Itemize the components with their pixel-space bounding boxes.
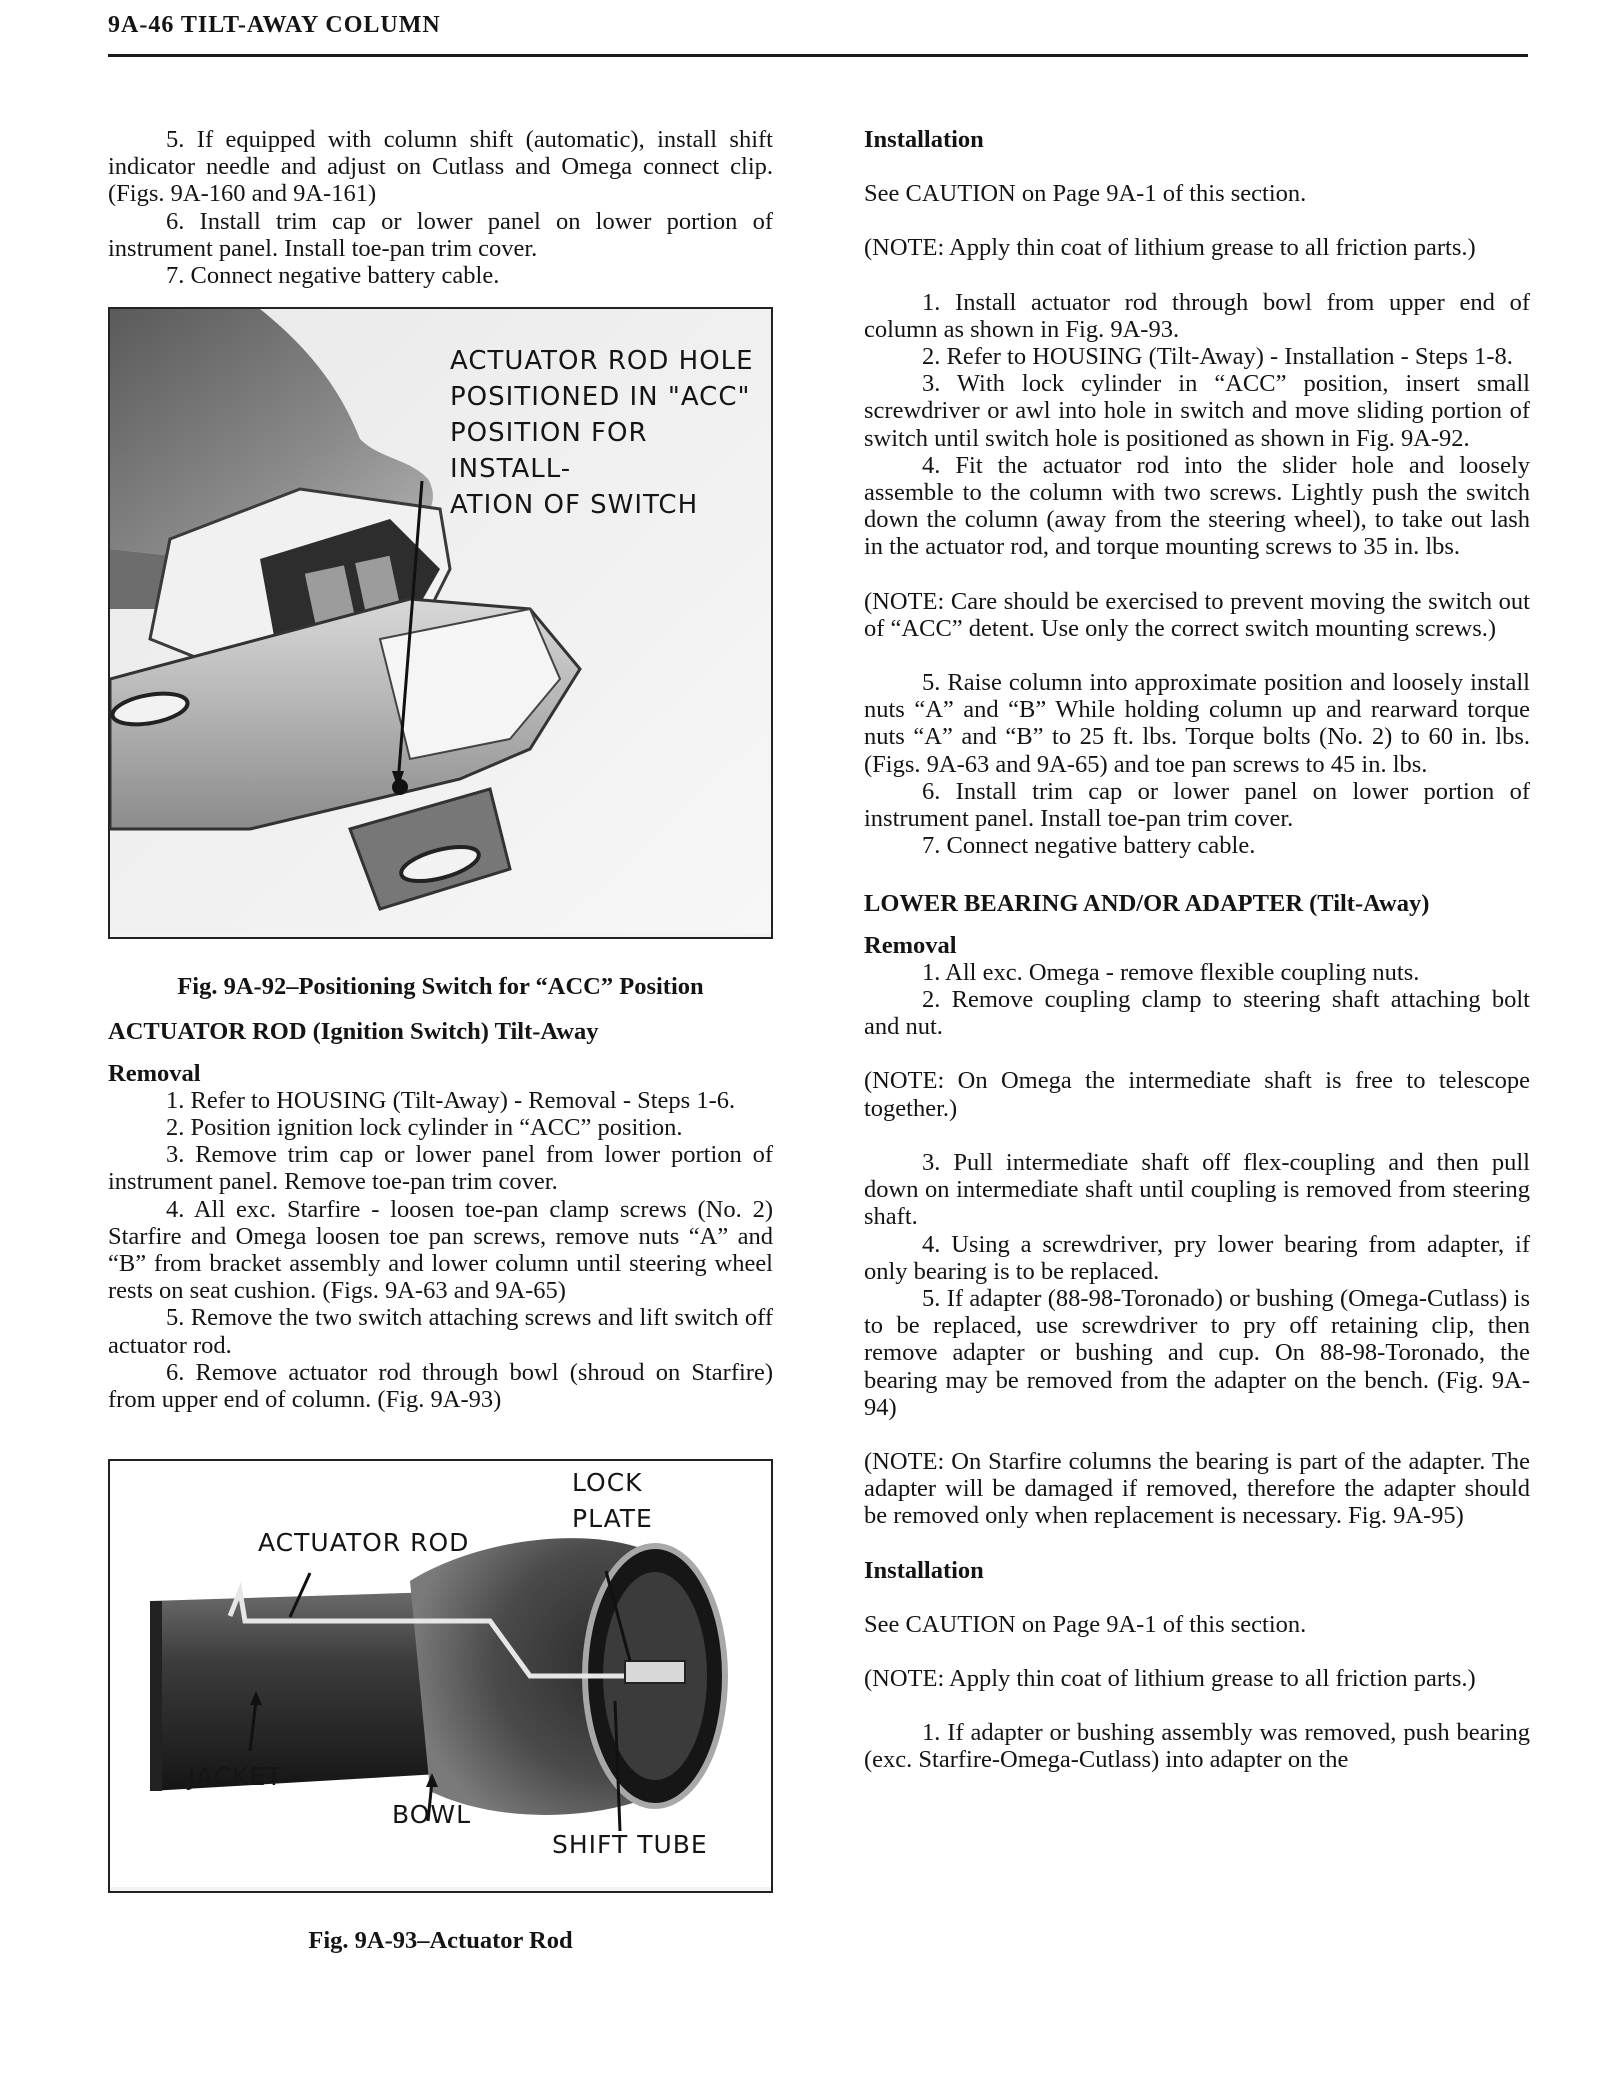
right-column xyxy=(864,126,1530,1774)
note-text: (NOTE: Apply thin coat of lithium grease to all friction parts.) xyxy=(864,1664,1476,1692)
fig93-label-actuator-rod: ACTUATOR ROD xyxy=(258,1528,470,1558)
left-column xyxy=(108,126,773,1954)
install-step: 7. Connect negative battery cable. xyxy=(922,832,1256,860)
note-text: (NOTE: On Starfire columns the bearing is part of the adapter. The adapter will be damaged if removed, therefore the adapter should be removed only when replacement is necessary. Fig. 9A-95) xyxy=(864,1447,1530,1530)
removal-step: 2. Position ignition lock cylinder in “ACC” position. xyxy=(166,1114,683,1142)
removal-step: 3. Pull intermediate shaft off flex-coupling and then pull down on intermediate shaft until coupling is removed from steering shaft. xyxy=(864,1148,1530,1231)
install-step: 3. With lock cylinder in “ACC” position, insert small screwdriver or awl into hole in switch and move sliding portion of switch until switch hole is positioned as shown in Fig. 9A-92. xyxy=(864,370,1530,452)
fig93-label-lock-plate: LOCK PLATE xyxy=(572,1468,653,1534)
intro-step: 7. Connect negative battery cable. xyxy=(166,262,500,290)
page-title: 9A-46 TILT-AWAY COLUMN xyxy=(108,12,441,38)
figure-9a-93 xyxy=(108,1459,773,1893)
section-title-lower-bearing: LOWER BEARING AND/OR ADAPTER (Tilt-Away) xyxy=(864,890,1430,918)
note-text: (NOTE: On Omega the intermediate shaft is free to telescope together.) xyxy=(864,1067,1530,1122)
note-text: (NOTE: Care should be exercised to prevent moving the switch out of “ACC” detent. Use only the correct switch mounting screws.) xyxy=(864,587,1530,642)
installation-heading: Installation xyxy=(864,126,984,153)
removal-heading: Removal xyxy=(108,1059,201,1087)
header-rule xyxy=(108,54,1528,57)
intro-step: 5. If equipped with column shift (automatic), install shift indicator needle and adjust on Cutlass and Omega connect clip. (Figs. 9A-160 and 9A-161) xyxy=(108,126,773,208)
removal-step: 2. Remove coupling clamp to steering shaft attaching bolt and nut. xyxy=(864,986,1530,1041)
caution-text: See CAUTION on Page 9A-1 of this section. xyxy=(864,180,1307,208)
removal-step: 5. If adapter (88-98-Toronado) or bushing (Omega-Cutlass) is to be replaced, use screwdriver to pry off retaining clip, then remove adapter or bushing and cup. On 88-98-Toronado, the bearing may be removed from the adapter on the bench. (Fig. 9A-94) xyxy=(864,1284,1530,1421)
install-step: 5. Raise column into approximate position and loosely install nuts “A” and “B” While holding column up and rearward torque nuts “A” and “B” to 25 ft. lbs. Torque bolts (No. 2) to 60 in. lbs. (Figs. 9A-63 and 9A-65) and toe pan screws to 45 in. lbs. xyxy=(864,669,1530,778)
removal-step: 3. Remove trim cap or lower panel from lower portion of instrument panel. Remove toe-pan trim cover. xyxy=(108,1141,773,1196)
removal-heading: Removal xyxy=(864,931,957,959)
note-text: (NOTE: Apply thin coat of lithium grease to all friction parts.) xyxy=(864,234,1476,262)
fig93-label-shift-tube: SHIFT TUBE xyxy=(552,1830,708,1860)
caution-text: See CAUTION on Page 9A-1 of this section. xyxy=(864,1610,1307,1638)
removal-step: 1. Refer to HOUSING (Tilt-Away) - Removal - Steps 1-6. xyxy=(166,1086,736,1114)
fig93-label-jacket: JACKET xyxy=(188,1762,283,1792)
removal-step: 4. Using a screwdriver, pry lower bearing from adapter, if only bearing is to be replaced. xyxy=(864,1230,1530,1285)
section-title-actuator-rod: ACTUATOR ROD (Ignition Switch) Tilt-Away xyxy=(108,1018,599,1046)
install-step: 1. Install actuator rod through bowl from upper end of column as shown in Fig. 9A-93. xyxy=(864,288,1530,343)
figure-9a-92 xyxy=(108,307,773,939)
removal-step: 1. All exc. Omega - remove flexible coupling nuts. xyxy=(922,958,1420,986)
removal-step: 4. All exc. Starfire - loosen toe-pan clamp screws (No. 2) Starfire and Omega loosen toe pan screws, remove nuts “A” and “B” from bracket assembly and lower column until steering wheel rests on seat cushion. (Figs. 9A-63 and 9A-65) xyxy=(108,1195,773,1305)
removal-step: 5. Remove the two switch attaching screws and lift switch off actuator rod. xyxy=(108,1304,773,1359)
install-step: 4. Fit the actuator rod into the slider hole and loosely assemble to the column with two screws. Lightly push the switch down the column (away from the steering wheel), to take out lash in the actuator rod, and torque mounting screws to 35 in. lbs. xyxy=(864,451,1530,561)
removal-step: 6. Remove actuator rod through bowl (shroud on Starfire) from upper end of column. (Fig. 9A-93) xyxy=(108,1358,773,1414)
fig92-caption: Fig. 9A-92–Positioning Switch for “ACC” Position xyxy=(177,973,704,1001)
intro-step: 6. Install trim cap or lower panel on lower portion of instrument panel. Install toe-pan trim cover. xyxy=(108,207,773,262)
install-step: 1. If adapter or bushing assembly was removed, push bearing (exc. Starfire-Omega-Cutlass) into adapter on the xyxy=(864,1719,1530,1774)
install-step: 6. Install trim cap or lower panel on lower portion of instrument panel. Install toe-pan trim cover. xyxy=(864,777,1530,833)
installation-heading: Installation xyxy=(864,1556,984,1584)
fig93-caption: Fig. 9A-93–Actuator Rod xyxy=(308,1927,573,1955)
install-step: 2. Refer to HOUSING (Tilt-Away) - Installation - Steps 1-8. xyxy=(922,343,1513,371)
fig92-callout: ACTUATOR ROD HOLE POSITIONED IN "ACC" POSITION FOR INSTALL- ATION OF SWITCH xyxy=(450,346,754,521)
fig93-label-bowl: BOWL xyxy=(392,1800,472,1830)
